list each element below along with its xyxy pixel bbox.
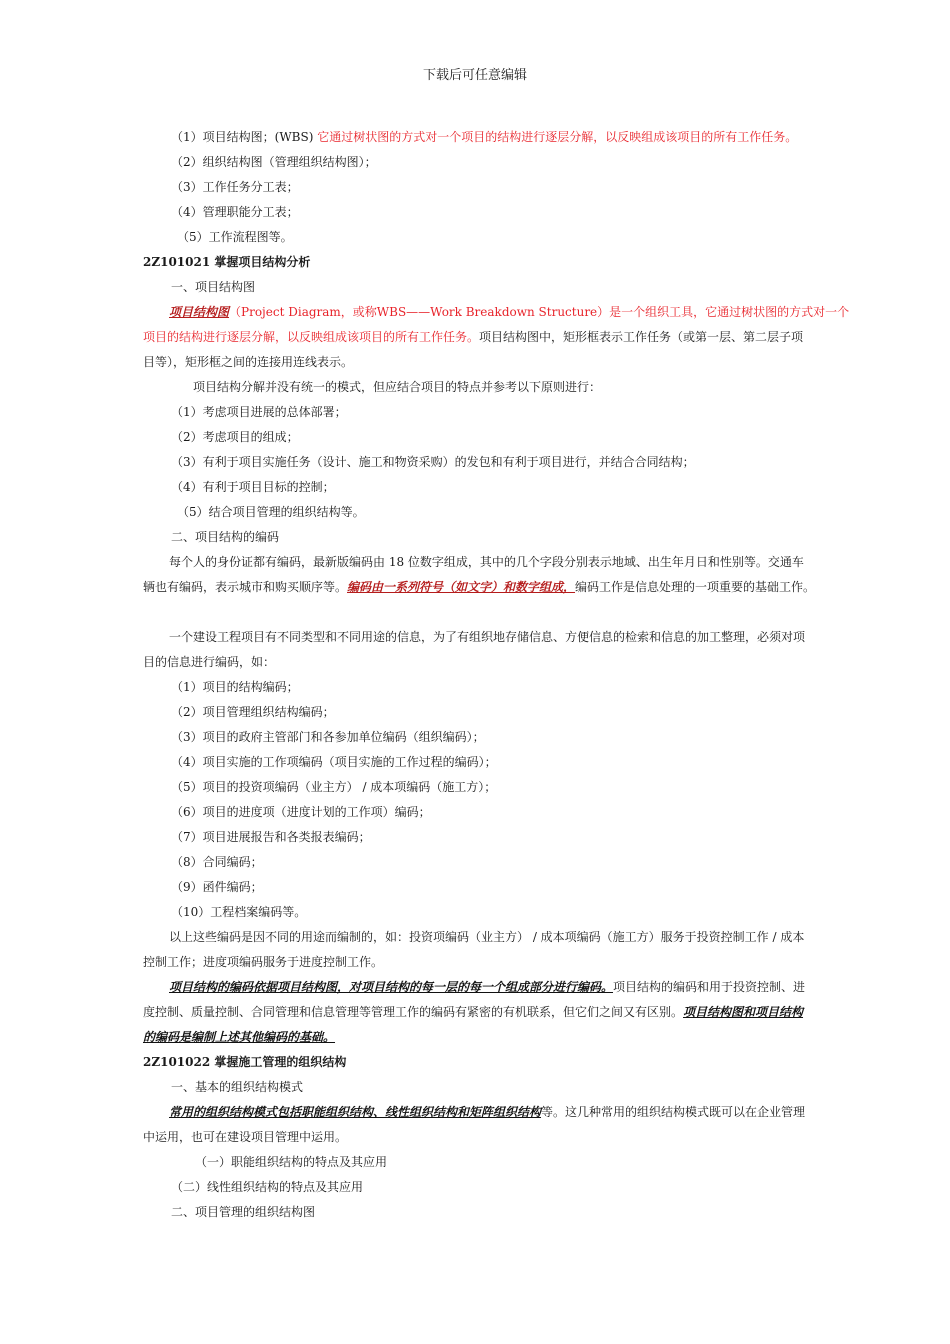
paragraph-1-red-a: （Project Diagram，或称WBS——Work Breakdown Structure）是一个组织工具，它通过树状图的方式对一个 [229,305,850,319]
paragraph-1-red-b: 项目的结构进行逐层分解，以反映组成该项目的所有工作任务。 [143,330,480,344]
emphasis-coding-basis: 项目结构的编码依据项目结构图，对项目结构的每一层的每一个组成部分进行编码。 [169,980,614,994]
paragraph-2: 项目结构分解并没有统一的模式，但应结合项目的特点并参考以下原则进行： [193,380,602,394]
paragraph-5-line-1: 以上这些编码是因不同的用途而编制的，如：投资项编码（业主方） / 成本项编码（施工方）服务于投资控制工作 / 成本 [169,930,805,944]
paragraph-6-pre: 度控制、质量控制、合同管理和信息管理等管理工作的编码有紧密的有机联系，但它们之间又有区别。 [143,1005,684,1019]
code-item-4: （4）项目实施的工作项编码（项目实施的工作过程的编码）； [171,755,497,769]
term-coding-definition: 编码由一系列符号（如文字）和数字组成， [347,580,576,594]
paragraph-4-line-2: 目的信息进行编码，如： [143,655,276,669]
subheading-basic-org-models: 一、基本的组织结构模式 [171,1080,304,1094]
principle-5: （5）结合项目管理的组织结构等。 [177,505,365,519]
paragraph-4-line-1: 一个建设工程项目有不同类型和不同用途的信息，为了有组织地存储信息、方便信息的检索和信息的加工整理，必须对项 [169,630,806,644]
intro-item-1-red: 它通过树状图的方式对一个项目的结构进行逐层分解，以反映组成该项目的所有工作任务。 [317,130,798,144]
intro-item-3: （3）工作任务分工表； [171,180,299,194]
paragraph-1-line-1 [169,303,850,321]
subheading-project-structure-diagram: 一、项目结构图 [171,280,256,294]
intro-item-4: （4）管理职能分工表； [171,205,299,219]
emphasis-foundation-b: 的编码是编制上述其他编码的基础。 [143,1030,336,1044]
code-item-5: （5）项目的投资项编码（业主方） / 成本项编码（施工方）； [171,780,497,794]
paragraph-6-line-2 [143,1003,815,1021]
intro-item-1-prefix: （1）项目结构图；(WBS) [171,130,318,144]
emphasis-org-models: 常用的组织结构模式包括职能组织结构、线性组织结构和矩阵组织结构 [169,1105,542,1119]
code-item-6: （6）项目的进度项（进度计划的工作项）编码； [171,805,431,819]
section-heading-2Z101021: 2Z101021 掌握项目结构分析 [143,255,311,269]
code-item-1: （1）项目的结构编码； [171,680,299,694]
emphasis-foundation-a: 项目结构图和项目结构 [683,1005,804,1019]
paragraph-3-line-2 [143,578,815,596]
code-item-8: （8）合同编码； [171,855,263,869]
code-item-10: （10）工程档案编码等。 [171,905,307,919]
org-item-1: （一）职能组织结构的特点及其应用 [195,1155,388,1169]
paragraph-6-line-3 [143,1028,815,1046]
paragraph-7-line-1 [169,1103,841,1121]
code-item-3: （3）项目的政府主管部门和各参加单位编码（组织编码）； [171,730,485,744]
principle-1: （1）考虑项目进展的总体部署； [171,405,347,419]
paragraph-7-line-2: 中运用，也可在建设项目管理中运用。 [143,1130,348,1144]
intro-item-5: （5）工作流程图等。 [177,230,293,244]
code-item-9: （9）函件编码； [171,880,263,894]
subheading-structure-coding: 二、项目结构的编码 [171,530,280,544]
paragraph-3-line-1: 每个人的身份证都有编码，最新版编码由 18 位数字组成，其中的几个字段分别表示地域、出生年月日和性别等。交通车 [169,555,804,569]
paragraph-1-line-2 [143,328,815,346]
org-item-2: （二）线性组织结构的特点及其应用 [171,1180,364,1194]
term-project-structure-diagram: 项目结构图 [169,305,230,319]
page-header: 下载后可任意编辑 [422,68,527,83]
paragraph-3-pre: 辆也有编码，表示城市和购买顺序等。 [143,580,348,594]
section-heading-2Z101022: 2Z101022 掌握施工管理的组织结构 [143,1055,347,1069]
paragraph-1-line-3: 目等），矩形框之间的连接用连线表示。 [143,355,354,369]
principle-4: （4）有利于项目目标的控制； [171,480,335,494]
paragraph-5-line-2: 控制工作；进度项编码服务于进度控制工作。 [143,955,384,969]
paragraph-6-tail: 项目结构的编码和用于投资控制、进 [613,980,806,994]
code-item-2: （2）项目管理组织结构编码； [171,705,335,719]
intro-item-1 [171,128,843,146]
paragraph-1-tail: 项目结构图中，矩形框表示工作任务（或第一层、第二层子项 [479,330,804,344]
paragraph-3-post: 编码工作是信息处理的一项重要的基础工作。 [575,580,816,594]
paragraph-7-tail: 等。这几种常用的组织结构模式既可以在企业管理 [541,1105,806,1119]
paragraph-6-line-1 [169,978,841,996]
intro-item-2: （2）组织结构图（管理组织结构图）； [171,155,377,169]
code-item-7: （7）项目进展报告和各类报表编码； [171,830,371,844]
principle-2: （2）考虑项目的组成； [171,430,299,444]
principle-3: （3）有利于项目实施任务（设计、施工和物资采购）的发包和有利于项目进行，并结合合同结构； [171,455,695,469]
subheading-project-org-chart: 二、项目管理的组织结构图 [171,1205,316,1219]
